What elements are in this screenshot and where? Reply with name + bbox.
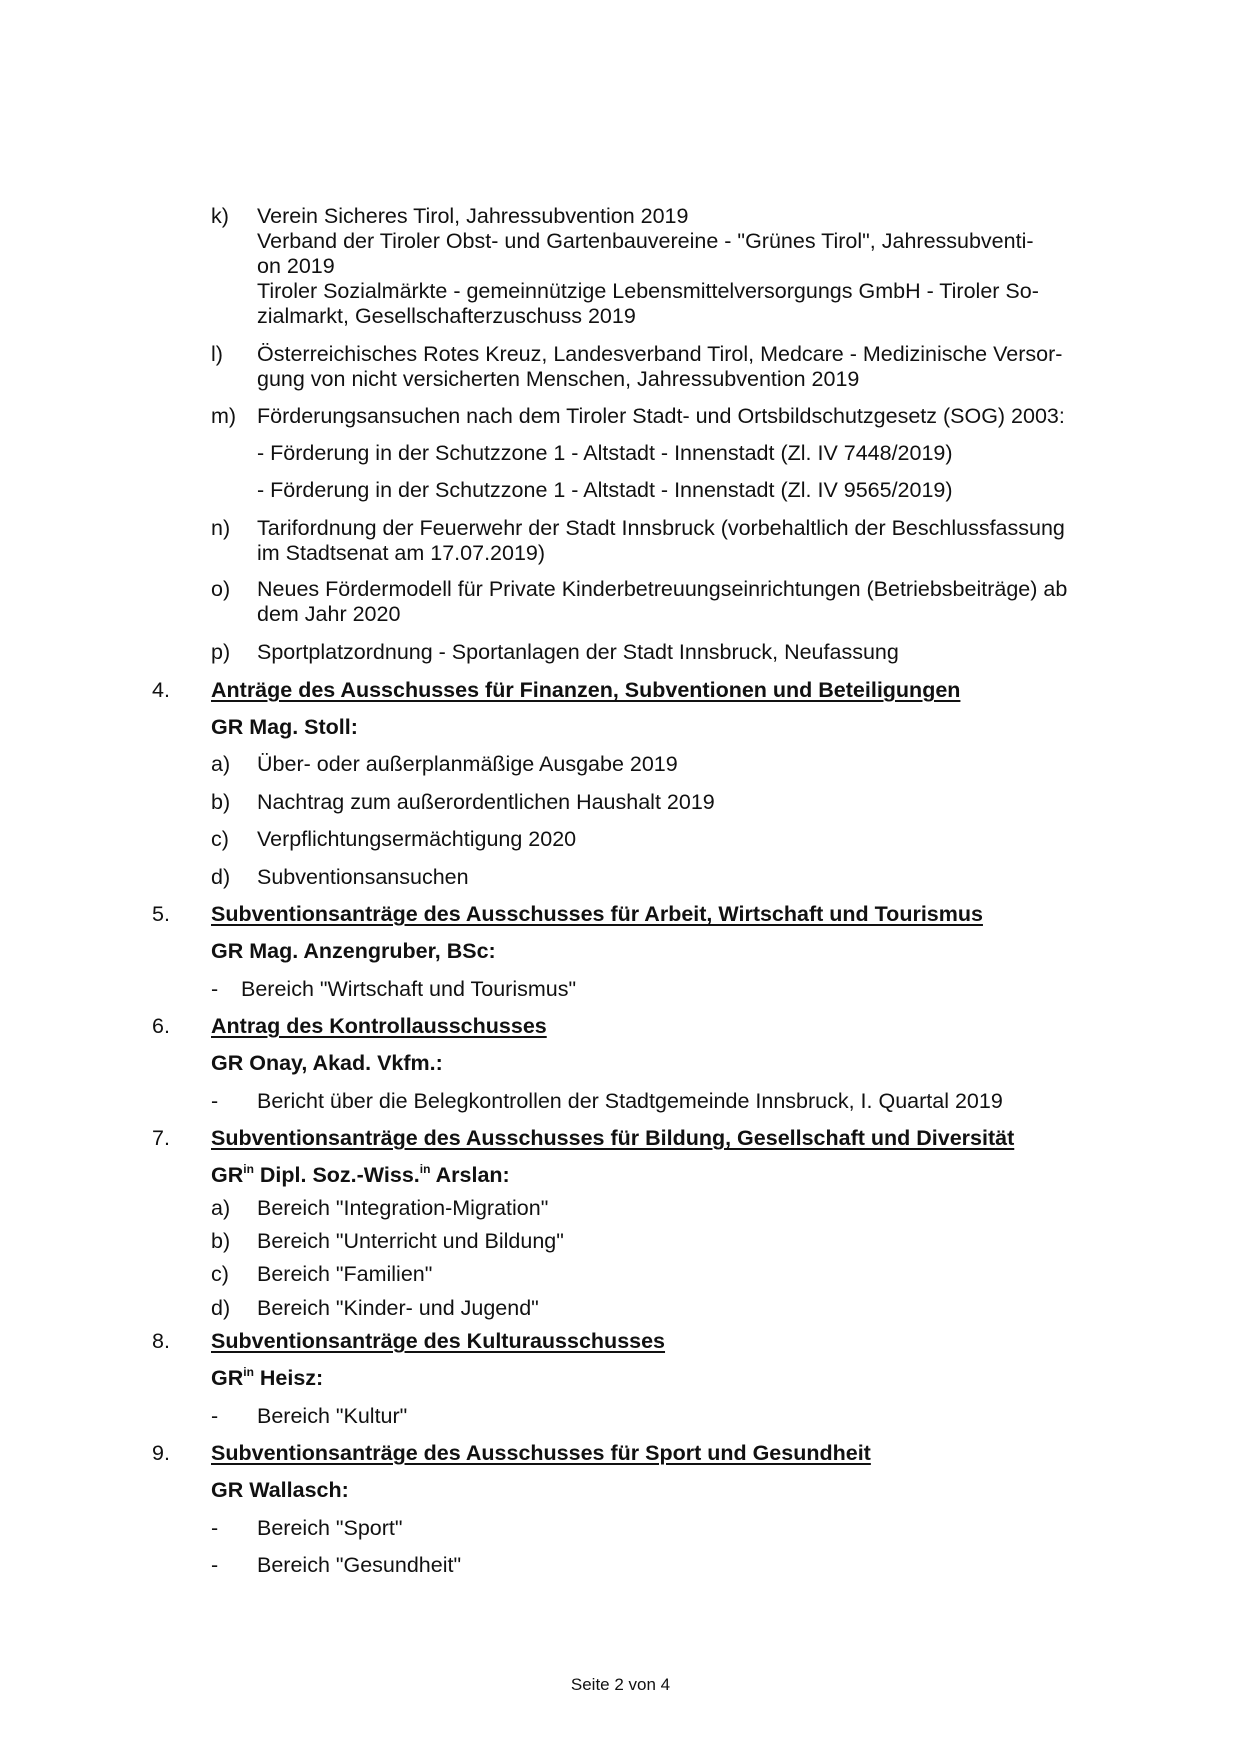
item-marker: - (211, 1089, 219, 1113)
section-title: Subventionsanträge des Ausschusses für Arbeit, Wirtschaft und Tourismus (211, 902, 983, 926)
section-title: Subventionsanträge des Ausschusses für Bildung, Gesellschaft und Diversität (211, 1126, 1015, 1150)
section-number: 4. (152, 678, 170, 702)
item-marker: a) (211, 752, 231, 776)
speaker: $GR^{in}$ Heisz: (211, 1365, 324, 1390)
item-text: Bericht über die Belegkontrollen der Stadtgemeinde Innsbruck, I. Quartal 2019 (257, 1089, 1003, 1113)
item-marker: d) (211, 1296, 231, 1320)
item-text: Bereich "Kultur" (257, 1404, 408, 1428)
item-text: Verband der Tiroler Obst- und Gartenbauvereine - "Grünes Tirol", Jahressubventi- (257, 229, 1034, 253)
section-number: 5. (152, 902, 170, 926)
section-title: Subventionsanträge des Ausschusses für Sport und Gesundheit (211, 1441, 871, 1465)
section-number: 7. (152, 1126, 170, 1150)
item-marker: k) (211, 204, 229, 228)
item-text: Bereich "Familien" (257, 1262, 433, 1286)
section-title: Anträge des Ausschusses für Finanzen, Subventionen und Beteiligungen (211, 678, 961, 702)
item-marker: p) (211, 640, 231, 664)
item-text: im Stadtsenat am 17.07.2019) (257, 541, 546, 565)
item-text: gung von nicht versicherten Menschen, Jahressubvention 2019 (257, 367, 860, 391)
item-text: Bereich "Sport" (257, 1516, 403, 1540)
speaker: GR Mag. Stoll: (211, 715, 358, 739)
item-text: Neues Fördermodell für Private Kinderbetreuungseinrichtungen (Betriebsbeiträge) ab (257, 577, 1068, 601)
item-text: Bereich "Wirtschaft und Tourismus" (241, 977, 577, 1001)
sub-item-text: - Förderung in der Schutzzone 1 - Altstadt - Innenstadt (Zl. IV 9565/2019) (257, 478, 953, 502)
item-marker: - (211, 1516, 219, 1540)
item-text: Sportplatzordnung - Sportanlagen der Stadt Innsbruck, Neufassung (257, 640, 899, 664)
speaker: GR Onay, Akad. Vkfm.: (211, 1051, 443, 1075)
section-number: 9. (152, 1441, 170, 1465)
item-text: Bereich "Unterricht und Bildung" (257, 1229, 564, 1253)
speaker: GR Mag. Anzengruber, BSc: (211, 939, 496, 963)
speaker: GR Wallasch: (211, 1478, 349, 1502)
item-marker: b) (211, 790, 231, 814)
section-title: Subventionsanträge des Kulturausschusses (211, 1329, 666, 1353)
item-text: zialmarkt, Gesellschafterzuschuss 2019 (257, 304, 636, 328)
page-footer: Seite 2 von 4 (570, 1675, 671, 1694)
item-text: Tarifordnung der Feuerwehr der Stadt Innsbruck (vorbehaltlich der Beschlussfassung (257, 516, 1065, 540)
item-marker: b) (211, 1229, 231, 1253)
item-marker: c) (211, 827, 229, 851)
section-number: 6. (152, 1014, 170, 1038)
section-title: Antrag des Kontrollausschusses (211, 1014, 547, 1038)
item-marker: - (211, 1553, 219, 1577)
item-text: Bereich "Gesundheit" (257, 1553, 462, 1577)
item-text: dem Jahr 2020 (257, 602, 401, 626)
item-text: Verein Sicheres Tirol, Jahressubvention 2019 (257, 204, 689, 228)
item-marker: m) (211, 404, 237, 428)
item-text: Bereich "Kinder- und Jugend" (257, 1296, 539, 1320)
item-text: Österreichisches Rotes Kreuz, Landesverband Tirol, Medcare - Medizinische Versor- (257, 342, 1063, 366)
item-marker: l) (211, 342, 223, 366)
item-marker: c) (211, 1262, 229, 1286)
section-number: 8. (152, 1329, 170, 1353)
sub-item-text: - Förderung in der Schutzzone 1 - Altstadt - Innenstadt (Zl. IV 7448/2019) (257, 441, 953, 465)
item-text: Bereich "Integration-Migration" (257, 1196, 549, 1220)
item-marker: a) (211, 1196, 231, 1220)
item-marker: - (211, 977, 219, 1001)
item-text: Subventionsansuchen (257, 865, 469, 889)
item-marker: - (211, 1404, 219, 1428)
item-text: Über- oder außerplanmäßige Ausgabe 2019 (257, 752, 678, 776)
item-text: Verpflichtungsermächtigung 2020 (257, 827, 577, 851)
item-text: Nachtrag zum außerordentlichen Haushalt 2019 (257, 790, 715, 814)
item-marker: o) (211, 577, 231, 601)
item-text: Förderungsansuchen nach dem Tiroler Stadt- und Ortsbildschutzgesetz (SOG) 2003: (257, 404, 1065, 428)
item-text: Tiroler Sozialmärkte - gemeinnützige Lebensmittelversorgungs GmbH - Tiroler So- (257, 279, 1039, 303)
item-marker: d) (211, 865, 231, 889)
speaker: $GR^{in}$ Dipl. Soz.-Wiss.$^{in}$ Arslan: (211, 1162, 510, 1187)
item-marker: n) (211, 516, 231, 540)
item-text: on 2019 (257, 254, 335, 278)
